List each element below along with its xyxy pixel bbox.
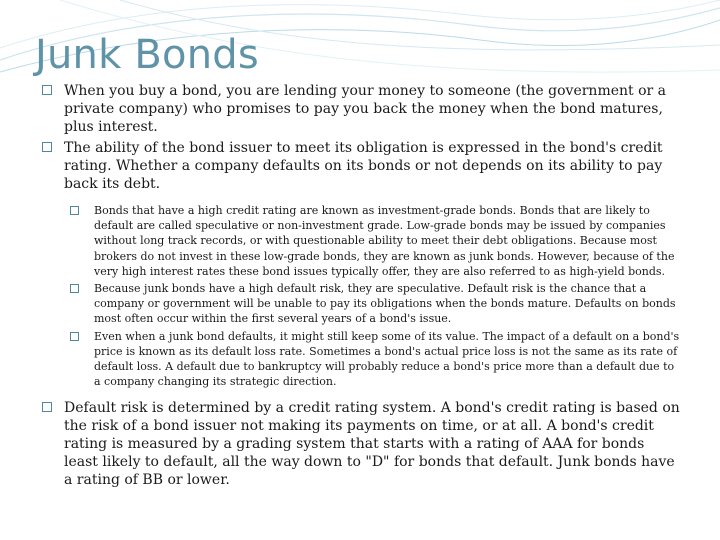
sub-bullet-text: Because junk bonds have a high default risk, they are speculative. Default risk is the chance that a company or government will be unable to pay its obligations when the bonds mature. Defaults on bonds most often occur within the first several years of a bond's issue. xyxy=(94,282,676,326)
bullet-text: When you buy a bond, you are lending your money to someone (the government or a private company) who promises to pay you back the money when the bond matures, plus interest. xyxy=(64,83,667,135)
sub-bullet-list xyxy=(70,203,682,389)
slide-title: Junk Bonds xyxy=(35,32,259,78)
bullet-square-icon xyxy=(42,402,52,412)
bullet-text: Default risk is determined by a credit rating system. A bond's credit rating is based on the risk of a bond issuer not making its payments on time, or at all. A bond's credit rating is measured by a grading system that starts with a rating of AAA for bonds least likely to default, all the way down to "D" for bonds that default. Junk bonds have a rating of BB or lower. xyxy=(64,400,680,489)
sub-bullet-item xyxy=(70,203,682,279)
bullet-item xyxy=(42,82,682,136)
slide-content xyxy=(42,82,682,489)
bullet-item xyxy=(42,139,682,193)
bullet-square-icon xyxy=(42,142,52,152)
sub-bullet-text: Even when a junk bond defaults, it might still keep some of its value. The impact of a default on a bond's price is known as its default loss rate. Sometimes a bond's actual price loss is not the same as its rate of default loss. A default due to bankruptcy will probably reduce a bond's price more than a default due to a company changing its strategic direction. xyxy=(94,329,680,389)
sub-bullet-text: Bonds that have a high credit rating are known as investment-grade bonds. Bonds that are likely to default are called speculative or non-investment grade. Low-grade bonds may be issued by companies without long track records, or with questionable ability to meet their debt obligations. Because most brokers do not invest in these low-grade bonds, they are known as junk bonds. However, because of the very high interest rates these bond issues typically offer, they are also referred to as high-yield bonds. xyxy=(94,204,675,278)
bullet-square-icon xyxy=(70,332,79,341)
bullet-square-icon xyxy=(70,284,79,293)
sub-bullet-item xyxy=(70,329,682,390)
sub-bullet-item xyxy=(70,281,682,327)
bullet-item xyxy=(42,399,682,489)
bullet-square-icon xyxy=(42,85,52,95)
bullet-text: The ability of the bond issuer to meet its obligation is expressed in the bond's credit rating. Whether a company defaults on its bonds or not depends on its ability to pay back its debt. xyxy=(64,140,663,192)
bullet-square-icon xyxy=(70,206,79,215)
